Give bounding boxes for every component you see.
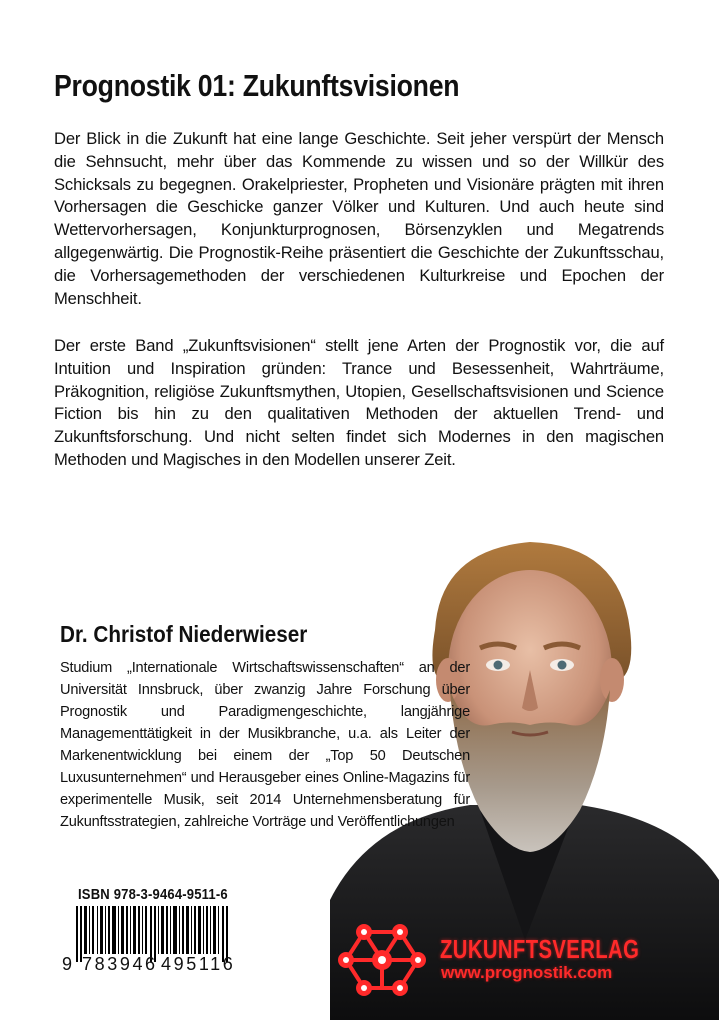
isbn-barcode [58,884,236,994]
ean-left-digits: 783946 [82,954,158,974]
ean-right-digits: 495116 [161,954,236,974]
description-paragraph-2: Der erste Band „Zukunftsvisionen“ stellt jene Arten der Prognostik vor, die auf Intuition und Inspiration gründen: Trance und Besessenheit, Wahrträume, Präkognition, religiöse Zukunftsmythen, Utopien, Gesellschaftsvisionen und Science Fiction bis hin zu den qualitativen Methoden der aktuellen Trend- und Zukunftsforschung. Und nicht selten findet sich Modernes in den magischen Methoden und Magisches in den Modellen unserer Zeit. [54,336,664,469]
publisher-url-link[interactable]: www.prognostik.com [441,963,613,982]
publisher-name: ZUKUNFTSVERLAG [440,934,640,964]
description-paragraph-1: Der Blick in die Zukunft hat eine lange Geschichte. Seit jeher verspürt der Mensch die Sehnsucht, mehr über das Kommende zu wissen und so der Willkür des Schicksals zu begegnen. Orakelpriester, Propheten und Visionäre prägten mit ihren Vorhersagen die Geschicke ganzer Völker und Kulturen. Und auch heute sind Wettervorhersagen, Konjunkturprognosen, Börsenzyklen und Megatrends allgegenwärtig. Die Prognostik-Reihe präsentiert die Geschichte der Zukunftsschau, die Vorhersagemethoden der verschiedenen Kulturkreise und Epochen der Menschheit. [54,129,664,308]
author-name: Dr. Christof Niederwieser [60,621,308,647]
ean-first-digit: 9 [62,954,74,974]
network-nodes-logo-icon [334,912,430,1000]
book-title: Prognostik 01: Zukunftsvisionen [54,68,460,103]
isbn-label: ISBN 978-3-9464-9511-6 [78,887,228,903]
author-bio: Studium „Internationale Wirtschaftswissenschaften“ an der Universität Innsbruck, über zwanzig Jahre Forschung über Prognostik und Paradigmengeschichte, langjährige Managementtätigkeit in der Musikbranche, u.a. als Leiter der Markenentwicklung bei einem der „Top 50 Deutschen Luxusunternehmen“ und Herausgeber eines Online-Magazins für experimentelle Musik, seit 2014 Unternehmensberatung für Zukunftsstrategien, zahlreiche Vorträge und Veröffentlichungen [60,660,470,830]
